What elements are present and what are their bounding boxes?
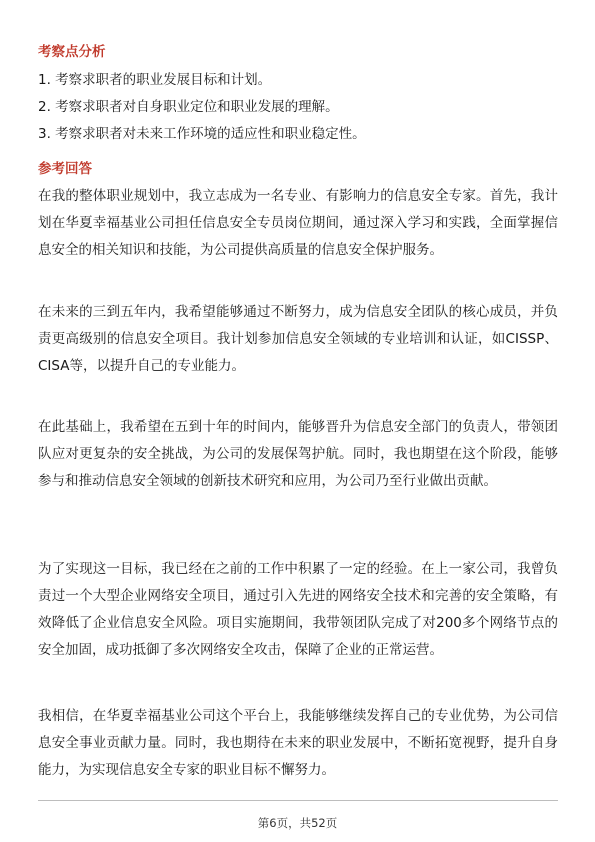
footer-divider xyxy=(38,800,558,801)
answer-paragraph-1: 在我的整体职业规划中，我立志成为一名专业、有影响力的信息安全专家。首先，我计划在华夏幸福基业公司担任信息安全专员岗位期间，通过深入学习和实践，全面掌握信息安全的相关知识和技能，为公司提供高质量的信息安全保护服务。 xyxy=(38,188,558,258)
answer-paragraph-3: 在此基础上，我希望在五到十年的时间内，能够晋升为信息安全部门的负责人，带领团队应对更复杂的安全挑战，为公司的发展保驾护航。同时，我也期望在这个阶段，能够参与和推动信息安全领域的创新技术研究和应用，为公司乃至行业做出贡献。 xyxy=(38,419,558,489)
cut-off-previous-heading xyxy=(38,0,338,8)
analysis-section-title: 考察点分析 xyxy=(38,44,106,60)
analysis-point-1: 1. 考察求职者的职业发展目标和计划。 xyxy=(38,72,272,88)
answer-paragraph-4: 为了实现这一目标，我已经在之前的工作中积累了一定的经验。在上一家公司，我曾负责过一个大型企业网络安全项目，通过引入先进的网络安全技术和完善的安全策略，有效降低了企业信息安全风险。项目实施期间，我带领团队完成了对200多个网络节点的安全加固，成功抵御了多次网络安全攻击，保障了企业的正常运营。 xyxy=(38,561,558,658)
answer-paragraph-5: 我相信，在华夏幸福基业公司这个平台上，我能够继续发挥自己的专业优势，为公司信息安全事业贡献力量。同时，我也期待在未来的职业发展中，不断拓宽视野，提升自身能力，为实现信息安全专家的职业目标不懈努力。 xyxy=(38,708,558,778)
answer-section-title: 参考回答 xyxy=(38,161,92,177)
analysis-point-3: 3. 考察求职者对未来工作环境的适应性和职业稳定性。 xyxy=(38,126,366,142)
answer-paragraph-2: 在未来的三到五年内，我希望能够通过不断努力，成为信息安全团队的核心成员，并负责更高级别的信息安全项目。我计划参加信息安全领域的专业培训和认证，如CISSP、CISA等，以提升自己的专业能力。 xyxy=(38,304,558,374)
analysis-point-2: 2. 考察求职者对自身职业定位和职业发展的理解。 xyxy=(38,99,339,115)
page-number: 第6页，共52页 xyxy=(257,816,338,830)
